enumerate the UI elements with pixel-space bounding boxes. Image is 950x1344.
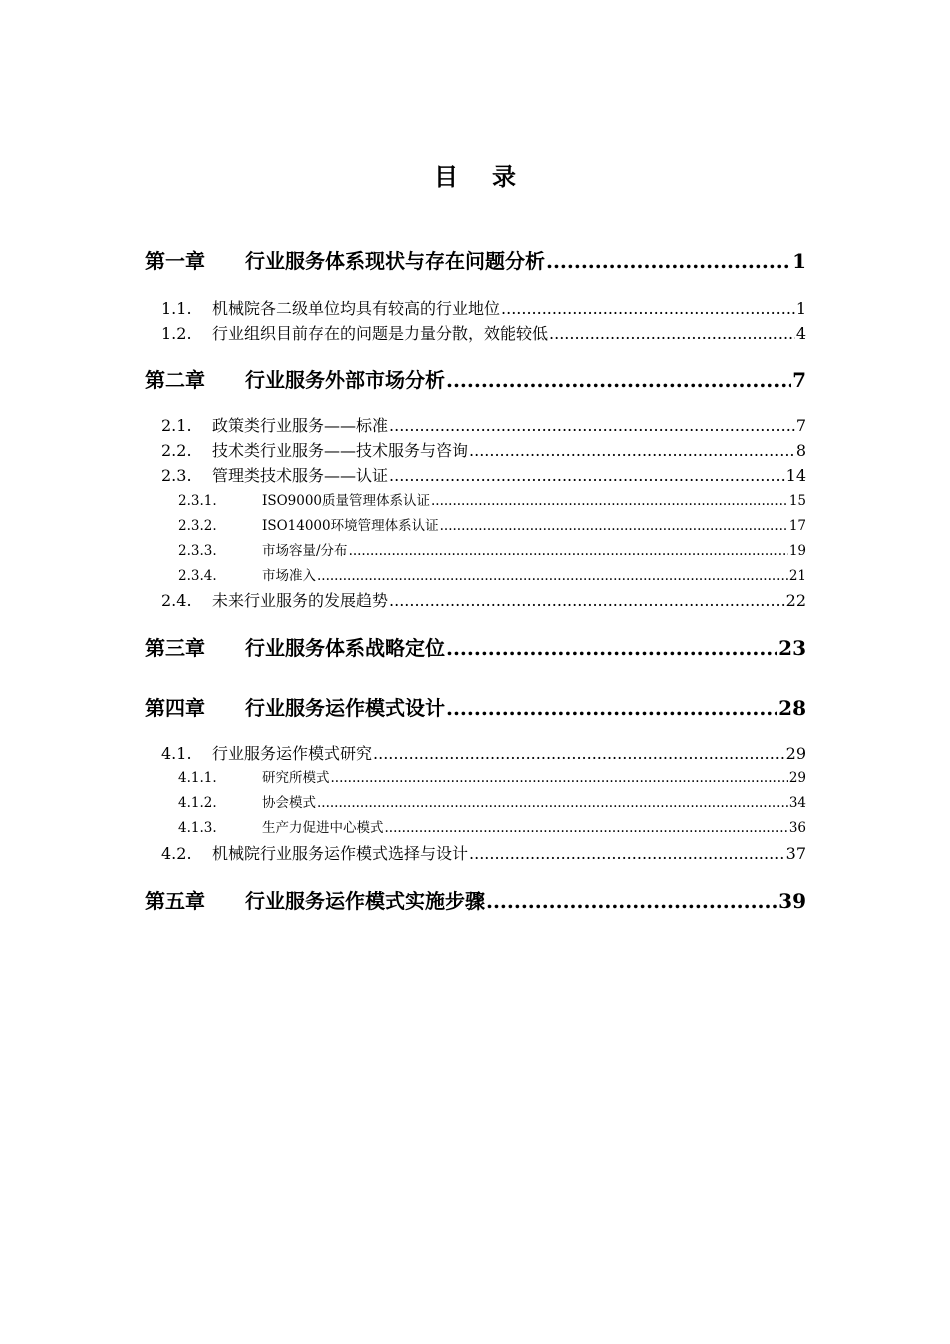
toc-leader-dots xyxy=(446,696,777,720)
toc-entry-number: 2.4. xyxy=(161,591,192,610)
toc-entry-2-3[interactable] xyxy=(161,463,806,486)
toc-leader-dots xyxy=(349,543,788,559)
toc-title-char-2: 录 xyxy=(492,162,516,191)
toc-entry-number: 第一章 xyxy=(145,249,205,273)
toc-entry-page: 15 xyxy=(788,493,806,509)
toc-leader-dots xyxy=(385,820,788,836)
toc-leader-dots xyxy=(469,844,785,863)
toc-entry-page: 29 xyxy=(785,744,806,763)
toc-entry-text: 机械院各二级单位均具有较高的行业地位 xyxy=(212,299,501,318)
toc-entry-4-1[interactable] xyxy=(161,741,806,764)
toc-entry-text: 行业服务外部市场分析 xyxy=(245,368,445,392)
toc-entry-number: 第四章 xyxy=(145,696,205,720)
toc-entry-text: 生产力促进中心模式 xyxy=(262,820,384,836)
toc-entry-text: ISO14000环境管理体系认证 xyxy=(262,518,439,534)
toc-entry-chapter-4[interactable] xyxy=(145,692,806,721)
toc-entry-page: 1 xyxy=(792,249,806,273)
toc-entry-number: 2.2. xyxy=(161,441,192,460)
toc-entry-number: 2.1. xyxy=(161,416,192,435)
toc-leader-dots xyxy=(446,368,791,392)
toc-entry-number: 4.1.2. xyxy=(178,795,217,811)
toc-entry-page: 19 xyxy=(788,543,806,559)
toc-entry-page: 17 xyxy=(788,518,806,534)
toc-entry-page: 7 xyxy=(792,368,806,392)
toc-entry-page: 8 xyxy=(795,441,806,460)
toc-leader-dots xyxy=(446,636,777,660)
toc-title xyxy=(0,157,950,192)
toc-entry-number: 2.3.1. xyxy=(178,493,217,509)
toc-entry-1-2[interactable] xyxy=(161,321,806,344)
toc-entry-page: 1 xyxy=(795,299,806,318)
toc-leader-dots xyxy=(317,568,788,584)
toc-entry-2-3-1[interactable] xyxy=(178,489,806,509)
toc-entry-number: 第三章 xyxy=(145,636,205,660)
toc-entry-page: 14 xyxy=(785,466,806,485)
toc-entry-text: 技术类行业服务——技术服务与咨询 xyxy=(212,441,469,460)
toc-entry-page: 21 xyxy=(788,568,806,584)
toc-entry-2-1[interactable] xyxy=(161,413,806,436)
toc-entry-number: 1.2. xyxy=(161,324,192,343)
toc-entry-chapter-1[interactable] xyxy=(145,245,806,274)
toc-entry-text: 市场准入 xyxy=(262,568,316,584)
toc-entry-text: 行业服务运作模式实施步骤 xyxy=(245,889,485,913)
toc-entry-page: 23 xyxy=(778,636,806,660)
toc-entry-page: 22 xyxy=(785,591,806,610)
toc-entry-chapter-5[interactable] xyxy=(145,885,806,914)
toc-entry-page: 29 xyxy=(788,770,806,786)
toc-entry-2-3-4[interactable] xyxy=(178,564,806,584)
toc-entry-number: 2.3.2. xyxy=(178,518,217,534)
toc-entry-4-1-3[interactable] xyxy=(178,816,806,836)
toc-leader-dots xyxy=(431,493,788,509)
toc-entry-2-4[interactable] xyxy=(161,588,806,611)
toc-leader-dots xyxy=(549,324,795,343)
toc-entry-2-3-3[interactable] xyxy=(178,539,806,559)
toc-entry-chapter-2[interactable] xyxy=(145,364,806,393)
toc-entry-text: 行业组织目前存在的问题是力量分散，效能较低 xyxy=(212,324,549,343)
toc-entry-text: 行业服务体系战略定位 xyxy=(245,636,445,660)
toc-leader-dots xyxy=(317,795,788,811)
toc-entry-page: 4 xyxy=(795,324,806,343)
toc-entry-text: 管理类技术服务——认证 xyxy=(212,466,389,485)
toc-entry-text: ISO9000质量管理体系认证 xyxy=(262,493,431,509)
toc-leader-dots xyxy=(373,744,785,763)
toc-entry-number: 2.3. xyxy=(161,466,192,485)
toc-entry-page: 36 xyxy=(788,820,806,836)
toc-entry-2-3-2[interactable] xyxy=(178,514,806,534)
toc-entry-number: 2.3.4. xyxy=(178,568,217,584)
toc-entry-2-2[interactable] xyxy=(161,438,806,461)
toc-entry-number: 4.1.3. xyxy=(178,820,217,836)
toc-entry-page: 39 xyxy=(778,889,806,913)
toc-entry-1-1[interactable] xyxy=(161,296,806,319)
toc-entry-number: 4.1. xyxy=(161,744,192,763)
toc-leader-dots xyxy=(389,466,785,485)
toc-entry-number: 4.2. xyxy=(161,844,192,863)
toc-title-char-1: 目 xyxy=(434,162,458,191)
toc-leader-dots xyxy=(440,518,788,534)
toc-entry-text: 研究所模式 xyxy=(262,770,330,786)
toc-leader-dots xyxy=(389,591,785,610)
toc-entry-text: 行业服务运作模式研究 xyxy=(212,744,373,763)
toc-entry-page: 37 xyxy=(785,844,806,863)
toc-entry-text: 行业服务运作模式设计 xyxy=(245,696,445,720)
toc-leader-dots xyxy=(546,249,791,273)
toc-entry-number: 第五章 xyxy=(145,889,205,913)
toc-entry-page: 7 xyxy=(795,416,806,435)
toc-entry-text: 市场容量/分布 xyxy=(262,543,348,559)
toc-entry-text: 未来行业服务的发展趋势 xyxy=(212,591,389,610)
toc-entry-4-1-2[interactable] xyxy=(178,791,806,811)
toc-entry-4-2[interactable] xyxy=(161,841,806,864)
toc-entry-text: 政策类行业服务——标准 xyxy=(212,416,389,435)
toc-entry-chapter-3[interactable] xyxy=(145,632,806,661)
toc-leader-dots xyxy=(501,299,795,318)
toc-entry-number: 2.3.3. xyxy=(178,543,217,559)
toc-leader-dots xyxy=(469,441,795,460)
toc-leader-dots xyxy=(331,770,788,786)
toc-entry-page: 28 xyxy=(778,696,806,720)
toc-entry-4-1-1[interactable] xyxy=(178,766,806,786)
toc-entry-number: 1.1. xyxy=(161,299,192,318)
toc-entry-text: 行业服务体系现状与存在问题分析 xyxy=(245,249,545,273)
toc-leader-dots xyxy=(486,889,777,913)
toc-entry-text: 协会模式 xyxy=(262,795,316,811)
toc-leader-dots xyxy=(389,416,795,435)
toc-entry-text: 机械院行业服务运作模式选择与设计 xyxy=(212,844,469,863)
toc-entry-number: 4.1.1. xyxy=(178,770,217,786)
toc-entry-number: 第二章 xyxy=(145,368,205,392)
toc-entry-page: 34 xyxy=(788,795,806,811)
